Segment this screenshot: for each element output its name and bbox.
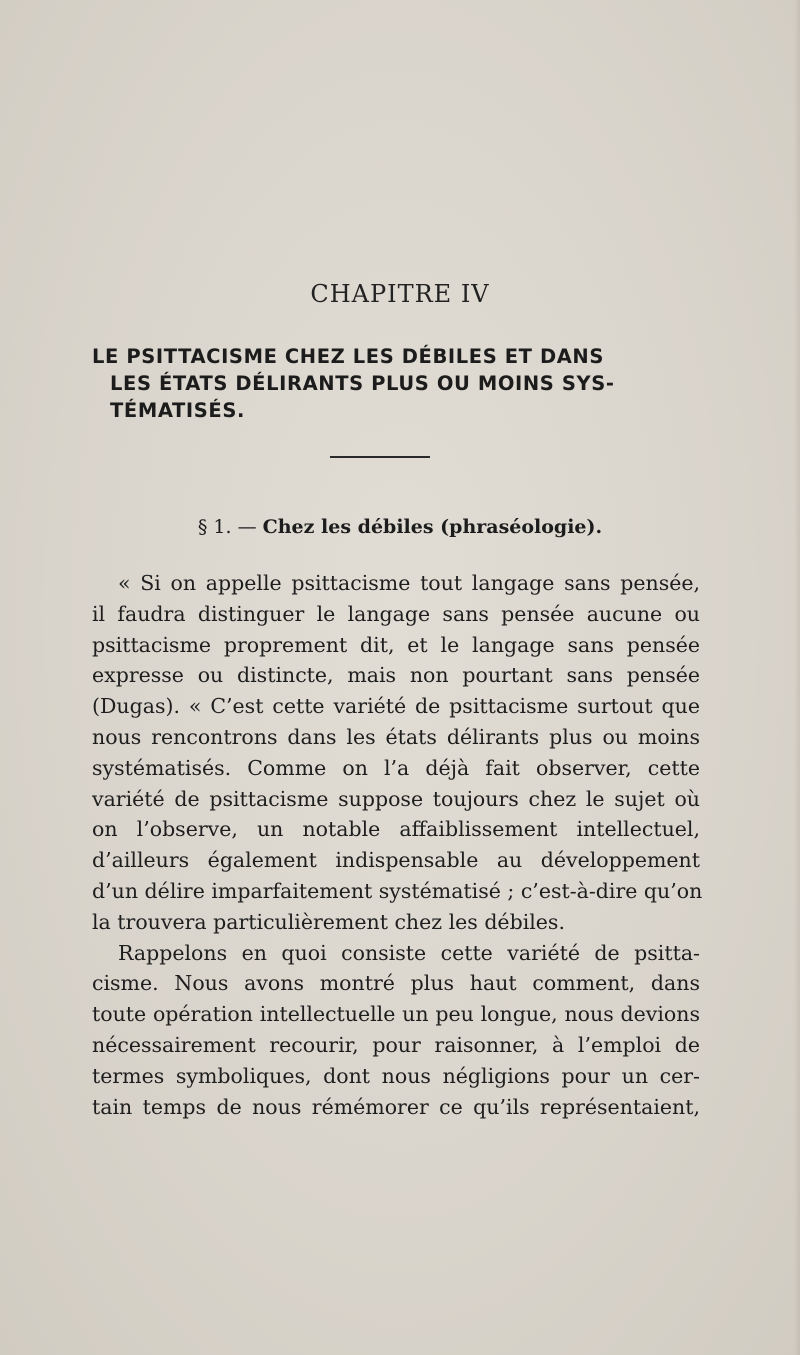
body-text — [92, 568, 703, 1122]
body-line: psittacisme proprement dit, et le langage sans pensée — [92, 632, 700, 657]
section-number: § 1. — — [197, 516, 257, 538]
body-line: il faudra distinguer le langage sans pensée aucune ou — [92, 601, 700, 626]
body-line: « Si on appelle psittacisme tout langage sans pensée, — [118, 571, 700, 595]
page-edge-shadow — [794, 0, 800, 1355]
body-line: on l’observe, un notable affaiblissement intellectuel, — [92, 817, 700, 842]
body-line: toute opération intellectuelle un peu longue, nous devions — [92, 1002, 700, 1027]
chapter-title-line: LE PSITTACISME CHEZ LES DÉBILES ET DANS — [92, 345, 604, 368]
body-line: cisme. Nous avons montré plus haut comment, dans — [92, 971, 700, 996]
body-line: la trouvera particulièrement chez les débiles. — [92, 909, 565, 934]
section-heading — [0, 516, 800, 538]
body-line: termes symboliques, dont nous négligions pour un cer- — [92, 1063, 700, 1088]
body-line: (Dugas). « C’est cette variété de psittacisme surtout que — [92, 694, 700, 719]
chapter-heading: CHAPITRE IV — [310, 280, 490, 308]
chapter-title-line: LES ÉTATS DÉLIRANTS PLUS OU MOINS SYS- — [110, 372, 615, 395]
chapter-title — [92, 343, 712, 424]
body-line: expresse ou distincte, mais non pourtant sans pensée — [92, 663, 700, 688]
body-line: Rappelons en quoi consiste cette variété de psitta- — [118, 940, 700, 965]
body-line: tain temps de nous rémémorer ce qu’ils représentaient, — [92, 1094, 700, 1119]
section-title: Chez les débiles (phraséologie). — [262, 516, 603, 538]
body-line: d’ailleurs également indispensable au développement — [92, 848, 700, 873]
separator-rule — [330, 456, 430, 458]
body-line: d’un délire imparfaitement systématisé ; c’est-à-dire qu’on — [92, 878, 703, 903]
chapter-title-line: TÉMATISÉS. — [110, 399, 245, 422]
body-line: variété de psittacisme suppose toujours chez le sujet où — [92, 786, 700, 811]
body-line: nous rencontrons dans les états délirants plus ou moins — [92, 724, 700, 749]
body-line: nécessairement recourir, pour raisonner, à l’emploi de — [92, 1032, 700, 1057]
body-line: systématisés. Comme on l’a déjà fait observer, cette — [92, 755, 700, 780]
